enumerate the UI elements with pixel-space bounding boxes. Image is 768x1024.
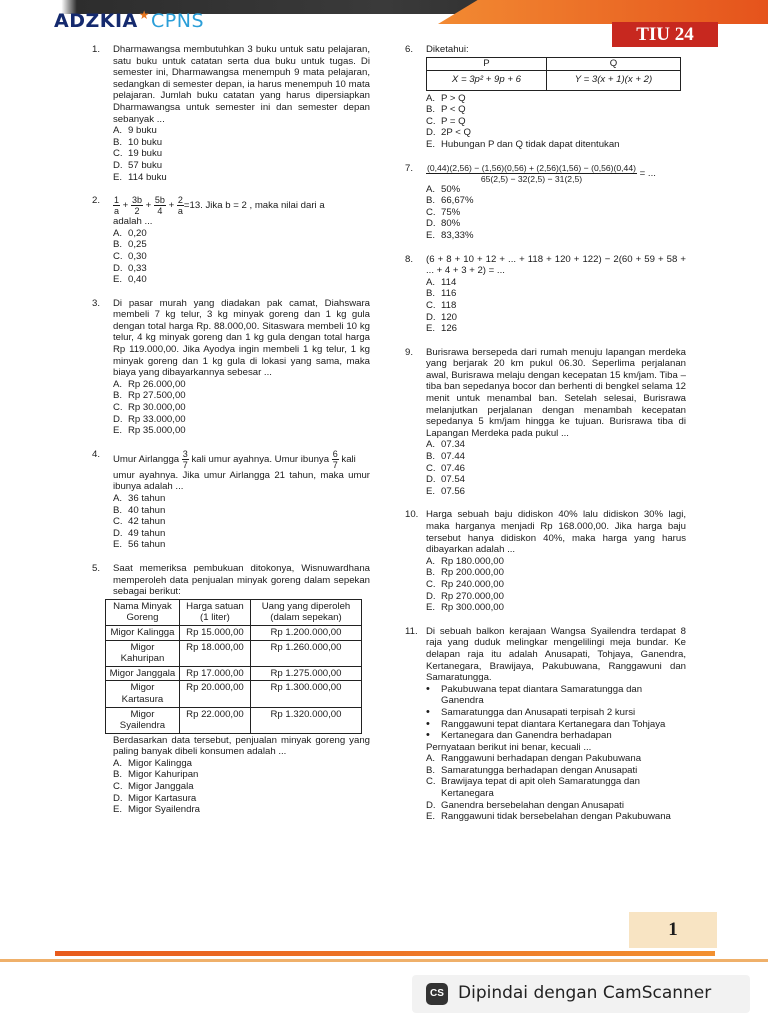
answer-option bbox=[426, 288, 686, 300]
question-6 bbox=[405, 44, 686, 151]
answer-option bbox=[426, 486, 686, 498]
question-stem-cont: umur ayahnya. Jika umur Airlangga 21 tahun, maka umur ibunya adalah ... bbox=[113, 469, 370, 493]
option-letter: D. bbox=[113, 159, 123, 171]
answer-option bbox=[426, 800, 686, 812]
question-4 bbox=[92, 449, 370, 551]
option-letter: C. bbox=[426, 206, 436, 218]
answer-option bbox=[113, 781, 370, 793]
option-text: Hubungan P dan Q tidak dapat ditentukan bbox=[441, 138, 620, 150]
answer-option bbox=[113, 251, 370, 263]
option-letter: C. bbox=[113, 402, 123, 414]
option-text: 0,30 bbox=[128, 250, 147, 262]
answer-option bbox=[426, 230, 686, 242]
option-list bbox=[113, 125, 370, 183]
option-text: 56 tahun bbox=[128, 539, 166, 551]
option-text: Migor Kartasura bbox=[128, 792, 197, 804]
answer-option bbox=[113, 239, 370, 251]
value-p: X = 3p² + 9p + 6 bbox=[427, 70, 547, 90]
option-letter: E. bbox=[426, 811, 436, 823]
answer-option bbox=[426, 127, 686, 139]
table-row bbox=[106, 666, 362, 681]
star-icon: ★ bbox=[138, 8, 151, 22]
camscanner-text: Dipindai dengan CamScanner bbox=[458, 983, 712, 1004]
option-letter: E. bbox=[113, 804, 123, 816]
option-letter: B. bbox=[113, 504, 123, 516]
question-number: 1. bbox=[92, 44, 101, 55]
option-text: Samaratungga berhadapan dengan Anusapati bbox=[441, 764, 638, 776]
fraction: $\frac{(0,44)(2,56) - (1,56)(0,56) + (2,56)(1,56) - (0,56)(0,44)}{65(2,5) - 32(2,5) - 31(2,5)}$ bbox=[427, 162, 636, 184]
option-text: P < Q bbox=[441, 104, 466, 116]
answer-option bbox=[426, 116, 686, 128]
bullet-icon: • bbox=[426, 705, 430, 718]
question-2 bbox=[92, 195, 370, 286]
option-text: 57 buku bbox=[128, 159, 163, 171]
option-letter: E. bbox=[426, 485, 436, 497]
option-letter: D. bbox=[113, 413, 123, 425]
answer-option bbox=[426, 93, 686, 105]
option-letter: E. bbox=[113, 425, 123, 437]
answer-option bbox=[113, 263, 370, 275]
table-cell: Migor Kalingga bbox=[106, 625, 180, 640]
option-text: 07.54 bbox=[441, 474, 466, 486]
option-text: 49 tahun bbox=[128, 527, 166, 539]
option-letter: B. bbox=[426, 288, 436, 300]
option-letter: C. bbox=[113, 781, 123, 793]
option-letter: C. bbox=[426, 299, 436, 311]
table-cell: Migor Kahuripan bbox=[106, 640, 180, 666]
option-text: 66,67% bbox=[441, 195, 474, 207]
option-text: Ranggawuni tidak bersebelahan dengan Pakubuwana bbox=[441, 811, 671, 823]
option-list bbox=[426, 753, 686, 823]
option-text: 114 bbox=[441, 276, 457, 288]
question-9 bbox=[405, 347, 686, 498]
footer-line bbox=[0, 959, 768, 962]
option-text: Ranggawuni berhadapan dengan Pakubuwana bbox=[441, 753, 642, 765]
answer-option bbox=[426, 207, 686, 219]
option-text: P > Q bbox=[441, 92, 466, 104]
question-stem-cont: adalah ... bbox=[113, 216, 153, 228]
option-letter: A. bbox=[113, 125, 123, 137]
comparison-table bbox=[426, 57, 681, 91]
option-text: 120 bbox=[441, 311, 458, 323]
option-list bbox=[113, 379, 370, 437]
answer-option bbox=[113, 758, 370, 770]
answer-option bbox=[426, 579, 686, 591]
option-list bbox=[426, 439, 686, 497]
answer-option bbox=[426, 776, 686, 799]
answer-option bbox=[426, 184, 686, 196]
table-row bbox=[106, 640, 362, 666]
table-cell: Rp 15.000,00 bbox=[179, 625, 250, 640]
option-letter: A. bbox=[113, 493, 123, 504]
answer-option bbox=[113, 379, 370, 391]
option-letter: C. bbox=[426, 115, 436, 127]
option-letter: B. bbox=[426, 764, 436, 776]
option-letter: E. bbox=[113, 274, 123, 286]
question-stem: Dharmawangsa membutuhkan 3 buku untuk satu pelajaran, satu buku untuk catatan serta dua buku untuk tugas. Di semester ini, Dharmawangsa menempuh 9 mata pelajaran, sedangkan di semester depan, ia harus menempuh 10 mata pelajaran. Jumlah buku catatan yang harus dipersiapkan Dharmawangsa untuk semester ini dan semester depan sebanyak ... bbox=[113, 44, 370, 125]
option-text: 07.44 bbox=[441, 451, 466, 463]
option-text: 118 bbox=[441, 299, 457, 311]
option-text: Ganendra bersebelahan dengan Anusapati bbox=[441, 799, 624, 811]
option-text: P = Q bbox=[441, 115, 466, 127]
option-text: 0,33 bbox=[128, 262, 147, 274]
option-text: 50% bbox=[441, 183, 461, 195]
question-stem: Di sebuah balkon kerajaan Wangsa Syailendra terdapat 8 raja yang duduk melingkar mengelilingi meja bundar. Ke delapan raja itu adalah Anusapati, Tohjaya, Ganendra, Kertanegara, Brawijaya, Pakubuwana, Ranggawuni dan Samaratungga. bbox=[426, 625, 686, 684]
camscanner-icon: CS bbox=[426, 983, 448, 1005]
option-letter: D. bbox=[113, 262, 123, 274]
answer-option bbox=[113, 125, 370, 137]
option-letter: C. bbox=[426, 462, 436, 474]
bullet-icon: • bbox=[426, 717, 430, 730]
table-cell: Rp 1.200.000,00 bbox=[250, 625, 361, 640]
brand-logo: ADZKIA★CPNS bbox=[54, 8, 205, 32]
question-number: 2. bbox=[92, 195, 101, 207]
option-letter: A. bbox=[426, 555, 436, 567]
question-number: 7. bbox=[405, 162, 414, 174]
option-text: 40 tahun bbox=[128, 504, 166, 516]
table-cell: Rp 1.320.000,00 bbox=[250, 707, 361, 733]
option-text: 42 tahun bbox=[128, 516, 166, 528]
answer-option bbox=[426, 104, 686, 116]
table-row bbox=[106, 625, 362, 640]
answer-option bbox=[426, 300, 686, 312]
table-cell: Rp 1.300.000,00 bbox=[250, 681, 361, 707]
option-letter: E. bbox=[113, 539, 123, 551]
sales-table bbox=[105, 599, 362, 734]
answer-option bbox=[426, 451, 686, 463]
right-column bbox=[405, 44, 686, 835]
answer-option bbox=[113, 425, 370, 437]
table-cell: Rp 1.260.000,00 bbox=[250, 640, 361, 666]
option-text: Migor Kahuripan bbox=[128, 769, 199, 781]
option-text: Rp 33.000,00 bbox=[128, 413, 186, 425]
option-letter: E. bbox=[426, 229, 436, 241]
answer-option bbox=[113, 493, 370, 505]
option-letter: D. bbox=[426, 311, 436, 323]
answer-option bbox=[426, 312, 686, 324]
fraction: $\frac{1}{a}$ bbox=[114, 195, 120, 217]
option-text: 75% bbox=[441, 206, 461, 218]
option-letter: B. bbox=[113, 769, 123, 781]
answer-option bbox=[113, 793, 370, 805]
bullet-icon: • bbox=[426, 729, 430, 742]
left-column bbox=[92, 44, 370, 828]
answer-option bbox=[113, 274, 370, 286]
option-letter: B. bbox=[113, 239, 123, 251]
option-text: Rp 270.000,00 bbox=[441, 590, 504, 602]
question-number: 3. bbox=[92, 297, 101, 309]
option-text: 36 tahun bbox=[128, 493, 166, 504]
option-text: 19 buku bbox=[128, 148, 163, 160]
option-letter: C. bbox=[426, 776, 436, 788]
option-text: 116 bbox=[441, 288, 457, 300]
answer-option bbox=[426, 463, 686, 475]
table-cell: Rp 22.000,00 bbox=[179, 707, 250, 733]
option-letter: D. bbox=[426, 218, 436, 230]
bullet-item bbox=[426, 719, 686, 731]
option-text: Rp 240.000,00 bbox=[441, 578, 504, 590]
answer-option bbox=[426, 439, 686, 451]
option-letter: C. bbox=[113, 250, 123, 262]
table-cell: Rp 18.000,00 bbox=[179, 640, 250, 666]
option-list bbox=[426, 93, 686, 151]
question-number: 9. bbox=[405, 346, 414, 358]
table-cell: Rp 17.000,00 bbox=[179, 666, 250, 681]
answer-option bbox=[426, 556, 686, 568]
option-text: 9 buku bbox=[128, 125, 157, 137]
option-text: Rp 35.000,00 bbox=[128, 425, 186, 437]
option-text: 07.46 bbox=[441, 462, 466, 474]
option-letter: E. bbox=[426, 602, 436, 614]
option-text: 80% bbox=[441, 218, 461, 230]
question-8 bbox=[405, 254, 686, 335]
option-text: Migor Kalingga bbox=[128, 757, 192, 769]
orange-stripe bbox=[438, 0, 768, 24]
table-row bbox=[106, 707, 362, 733]
option-letter: B. bbox=[426, 567, 436, 579]
table-header: Harga satuan (1 liter) bbox=[179, 599, 250, 625]
question-stem: Harga sebuah baju didiskon 40% lalu didiskon 30% lagi, maka harganya menjadi Rp 168.000,00. Jika harga baju tersebut hanya didiskon 40%, maka harga yang harus dibayarkan adalah ... bbox=[426, 509, 686, 556]
option-text: 126 bbox=[441, 323, 458, 335]
option-text: 83,33% bbox=[441, 229, 474, 241]
table-header: Uang yang diperoleh (dalam sepekan) bbox=[250, 599, 361, 625]
bullet-text: Pakubuwana tepat diantara Samaratungga dan Ganendra bbox=[441, 683, 643, 707]
question-number: 11. bbox=[405, 625, 418, 637]
column-p: P bbox=[427, 57, 547, 70]
option-text: Rp 27.500,00 bbox=[128, 390, 186, 402]
answer-option bbox=[113, 390, 370, 402]
option-letter: D. bbox=[113, 527, 123, 539]
option-list bbox=[426, 184, 686, 242]
question-stem: Di pasar murah yang diadakan pak camat, Diahswara membeli 7 kg telur, 3 kg minyak goreng dan 1 kg gula dengan total harga Rp. 88.000,00. Sitaswara membeli 10 kg telur, 4 kg minyak goreng dan 1 kg gula dengan total harga Rp 119.000,00. Jika Ayodya ingin membeli 1 kg telur, 1 kg minyak goreng dan 1 kg gula di lokasi yang sama, maka biaya yang dibayarkannya sebesar ... bbox=[113, 297, 370, 379]
option-letter: B. bbox=[426, 104, 436, 116]
bullet-item bbox=[426, 730, 686, 742]
table-cell: Rp 20.000,00 bbox=[179, 681, 250, 707]
option-letter: E. bbox=[426, 323, 436, 335]
option-text: Rp 300.000,00 bbox=[441, 602, 504, 614]
table-cell: Rp 1.275.000,00 bbox=[250, 666, 361, 681]
question-stem: Diketahui: bbox=[426, 44, 469, 55]
question-stem-cont: Pernyataan berikut ini benar, kecuali ... bbox=[426, 741, 592, 753]
option-list bbox=[113, 228, 370, 286]
answer-option bbox=[113, 804, 370, 816]
option-letter: E. bbox=[426, 138, 436, 150]
question-stem: $\frac{(0,44)(2,56) - (1,56)(0,56) + (2,56)(1,56) - (0,56)(0,44)}{65(2,5) - 32(2,5) - 31(2,5)}$ = ... bbox=[427, 162, 656, 184]
option-text: Rp 26.000,00 bbox=[128, 378, 186, 390]
option-text: Rp 30.000,00 bbox=[128, 402, 186, 414]
bullet-text: Kertanegara dan Ganendra berhadapan bbox=[441, 730, 612, 742]
option-letter: B. bbox=[113, 136, 123, 148]
option-text: 0,25 bbox=[128, 239, 147, 251]
question-stem: Burisrawa bersepeda dari rumah menuju lapangan merdeka yang berjarak 20 km pukul 06.30. Seperlima perjalanan awal, Burisrawa melaju dengan kecepatan 15 km/jam. Tiba – tiba ban sepedanya bocor dan berhenti di bengkel selama 12 menit untuk menambal ban. Setelah selesai, Burisrawa melanjutkan perjalanan dengan menambah kecepatan sepedanya 5 km/jam hingga ke tujuan. Burisrawa tiba di Lapangan Merdeka pada pukul ... bbox=[426, 346, 686, 439]
table-header-row bbox=[106, 599, 362, 625]
question-stem: (6 + 8 + 10 + 12 + ... + 118 + 120 + 122) − 2(60 + 59 + 58 + ... + 4 + 3 + 2) = ... bbox=[426, 253, 686, 277]
question-number: 6. bbox=[405, 44, 414, 55]
table-cell: Migor Syailendra bbox=[106, 707, 180, 733]
column-q: Q bbox=[546, 57, 680, 70]
option-letter: B. bbox=[113, 390, 123, 402]
bullet-item bbox=[426, 684, 686, 707]
option-letter: D. bbox=[426, 474, 436, 486]
question-stem: $\frac{1}{a}$ + $\frac{3b}{2}$ + $\frac{5b}{4}$ + $\frac{2}{a}$ =13. Jika b = 2 , maka nilai dari a bbox=[114, 195, 325, 217]
option-letter: A. bbox=[113, 227, 123, 239]
table-row bbox=[106, 681, 362, 707]
fraction: $\frac{6}{7}$ bbox=[332, 448, 338, 470]
answer-option bbox=[426, 753, 686, 765]
option-text: 07.34 bbox=[441, 439, 466, 451]
option-letter: D. bbox=[426, 590, 436, 602]
question-7 bbox=[405, 163, 686, 242]
answer-option bbox=[426, 602, 686, 614]
question-3 bbox=[92, 298, 370, 437]
answer-option bbox=[113, 228, 370, 240]
option-letter: C. bbox=[113, 148, 123, 160]
camscanner-watermark bbox=[412, 975, 750, 1013]
question-stem: Umur Airlangga $\frac{3}{7}$ kali umur ayahnya. Umur ibunya $\frac{6}{7}$ kali bbox=[113, 448, 356, 470]
option-letter: C. bbox=[113, 516, 123, 528]
answer-option bbox=[426, 474, 686, 486]
table-cell: Migor Kartasura bbox=[106, 681, 180, 707]
option-list bbox=[426, 556, 686, 614]
option-letter: B. bbox=[426, 195, 436, 207]
question-10 bbox=[405, 509, 686, 613]
answer-option bbox=[426, 323, 686, 335]
option-letter: A. bbox=[426, 183, 436, 195]
option-list bbox=[426, 277, 686, 335]
option-letter: C. bbox=[426, 578, 436, 590]
footer-stripe bbox=[55, 951, 715, 956]
option-text: Brawijaya tepat di apit oleh Samaratungga dan Kertanegara bbox=[441, 776, 640, 800]
question-stem: Saat memeriksa pembukuan ditokonya, Wisnuwardhana memperoleh data penjualan minyak goreng dalam sepekan sebagai berikut: bbox=[113, 562, 370, 598]
fraction: $\frac{3}{7}$ bbox=[182, 448, 188, 470]
answer-option bbox=[113, 402, 370, 414]
answer-option bbox=[113, 414, 370, 426]
option-letter: A. bbox=[426, 753, 436, 765]
option-letter: D. bbox=[426, 799, 436, 811]
option-list bbox=[113, 758, 370, 816]
bullet-list bbox=[426, 684, 686, 742]
answer-option bbox=[113, 172, 370, 184]
option-text: 0,20 bbox=[128, 227, 147, 239]
answer-option bbox=[426, 591, 686, 603]
answer-option bbox=[113, 160, 370, 172]
answer-option bbox=[426, 139, 686, 151]
question-stem-cont: Berdasarkan data tersebut, penjualan minyak goreng yang paling banyak dibeli konsumen adalah ... bbox=[113, 734, 370, 758]
fraction: $\frac{5b}{4}$ bbox=[154, 195, 165, 217]
bullet-text: Samaratungga dan Anusapati terpisah 2 kursi bbox=[441, 706, 636, 718]
question-number: 10. bbox=[405, 509, 419, 521]
option-text: Rp 200.000,00 bbox=[441, 567, 504, 579]
answer-option bbox=[113, 769, 370, 781]
question-number: 4. bbox=[92, 448, 101, 460]
option-list bbox=[113, 493, 370, 551]
option-text: Migor Janggala bbox=[128, 781, 194, 793]
option-letter: A. bbox=[426, 92, 436, 104]
answer-option bbox=[426, 811, 686, 823]
option-text: 07.56 bbox=[441, 485, 466, 497]
answer-option bbox=[113, 539, 370, 551]
option-letter: D. bbox=[426, 127, 436, 139]
bullet-icon: • bbox=[426, 682, 430, 695]
answer-option bbox=[426, 567, 686, 579]
answer-option bbox=[113, 505, 370, 517]
option-text: 10 buku bbox=[128, 136, 163, 148]
answer-option bbox=[113, 137, 370, 149]
question-11 bbox=[405, 626, 686, 823]
option-text: 2P < Q bbox=[441, 127, 471, 139]
option-letter: A. bbox=[113, 757, 123, 769]
question-5 bbox=[92, 563, 370, 816]
answer-option bbox=[426, 218, 686, 230]
option-text: Migor Syailendra bbox=[128, 804, 200, 816]
answer-option bbox=[113, 516, 370, 528]
option-text: Rp 180.000,00 bbox=[441, 555, 504, 567]
value-q: Y = 3(x + 1)(x + 2) bbox=[546, 70, 680, 90]
answer-option bbox=[113, 148, 370, 160]
page-number: 1 bbox=[629, 912, 717, 948]
fraction: $\frac{3b}{2}$ bbox=[131, 195, 142, 217]
option-letter: A. bbox=[426, 439, 436, 451]
answer-option bbox=[426, 765, 686, 777]
bullet-text: Ranggawuni tepat diantara Kertanegara dan Tohjaya bbox=[441, 718, 666, 730]
table-cell: Migor Janggala bbox=[106, 666, 180, 681]
answer-option bbox=[113, 528, 370, 540]
bullet-item bbox=[426, 707, 686, 719]
question-1 bbox=[92, 44, 370, 183]
option-letter: A. bbox=[426, 276, 436, 288]
option-letter: B. bbox=[426, 451, 436, 463]
answer-option bbox=[426, 195, 686, 207]
section-tag: TIU 24 bbox=[612, 22, 718, 47]
answer-option bbox=[426, 277, 686, 289]
option-letter: E. bbox=[113, 171, 123, 183]
option-letter: D. bbox=[113, 792, 123, 804]
table-header: Nama Minyak Goreng bbox=[106, 599, 180, 625]
question-number: 8. bbox=[405, 253, 414, 265]
option-text: 0,40 bbox=[128, 274, 147, 286]
question-number: 5. bbox=[92, 562, 101, 574]
fraction: $\frac{2}{a}$ bbox=[177, 195, 183, 217]
option-text: 114 buku bbox=[128, 171, 167, 183]
option-letter: A. bbox=[113, 378, 123, 390]
